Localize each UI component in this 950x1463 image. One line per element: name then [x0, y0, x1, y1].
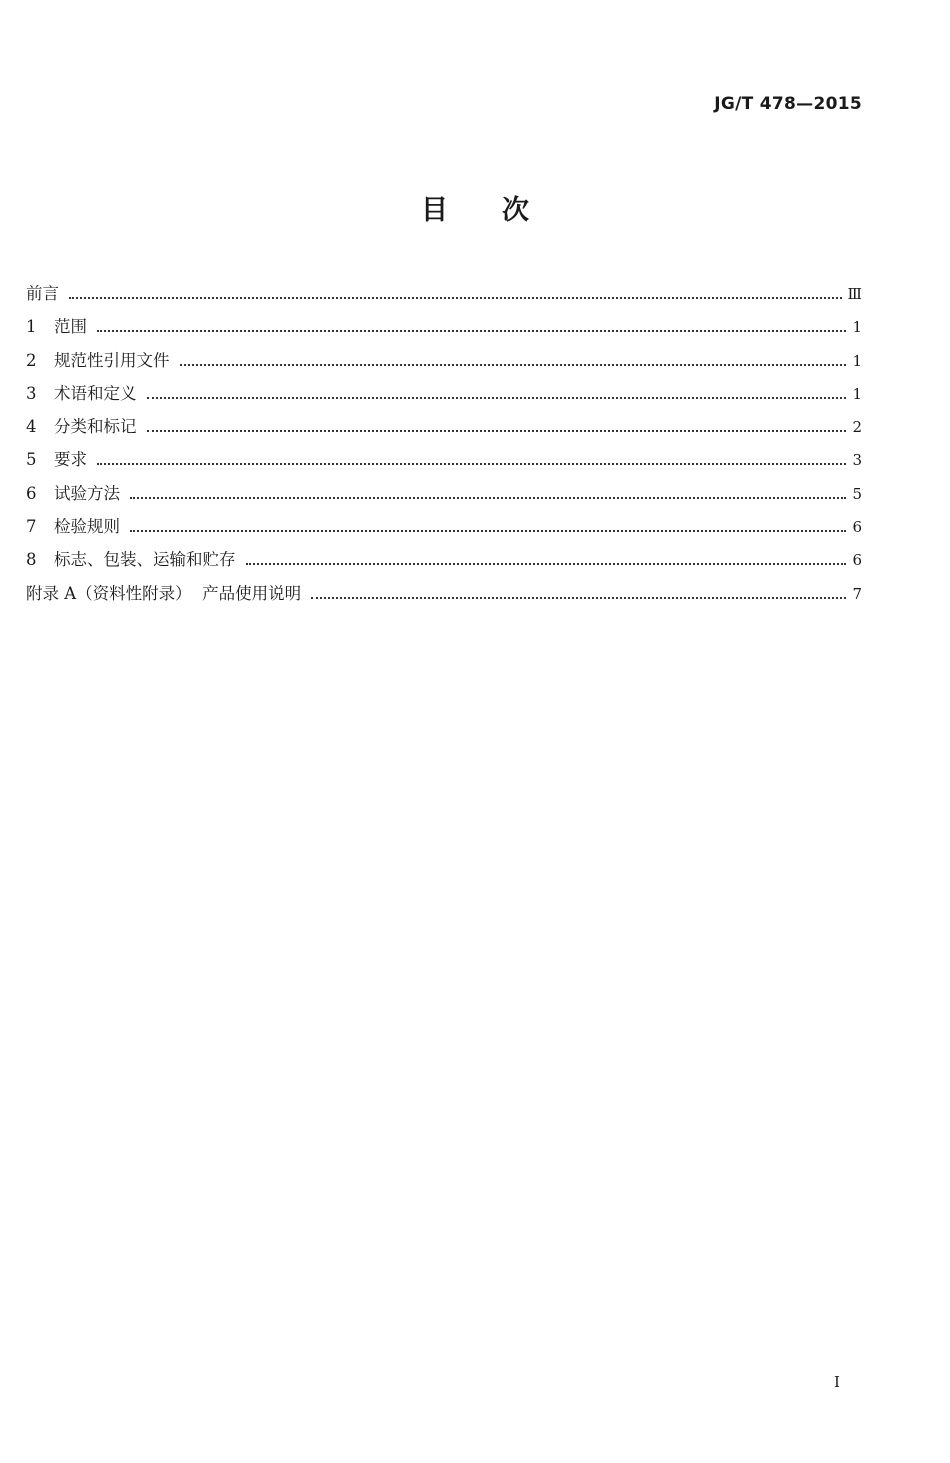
dot-leader [246, 562, 847, 565]
toc-entry-requirements[interactable] [26, 446, 862, 479]
dot-leader [147, 429, 847, 432]
toc-entry-marking-packaging[interactable] [26, 546, 862, 579]
toc-entry-page: 3 [852, 451, 862, 470]
toc-entry-number: 4 [26, 417, 37, 437]
toc-entry-page: 1 [852, 351, 862, 370]
toc-entry-label: 标志、包装、运输和贮存 [54, 550, 236, 570]
toc-entry-foreword[interactable] [26, 280, 862, 313]
dot-leader [130, 529, 846, 532]
dot-leader [69, 296, 842, 299]
toc-entry-test-methods[interactable] [26, 480, 862, 513]
toc-entry-page: 2 [852, 418, 862, 437]
page-number: I [834, 1373, 840, 1391]
toc-entry-label: 试验方法 [54, 483, 120, 503]
dot-leader [311, 596, 846, 599]
toc-entry-label: 检验规则 [54, 517, 120, 537]
toc-entry-page: 5 [852, 484, 862, 503]
toc-entry-page: 6 [852, 518, 862, 537]
dot-leader [97, 329, 846, 332]
toc-entry-label: 前言 [26, 284, 59, 303]
toc-entry-label: 规范性引用文件 [54, 350, 170, 370]
toc-entry-number: 5 [26, 450, 37, 470]
dot-leader [97, 462, 846, 465]
toc-entry-page: Ⅲ [847, 285, 862, 303]
toc-entry-inspection-rules[interactable] [26, 513, 862, 546]
toc-entry-page: 1 [852, 384, 862, 403]
title-char-2: 次 [502, 195, 529, 226]
toc-entry-classification[interactable] [26, 413, 862, 446]
title-char-1: 目 [421, 195, 448, 226]
toc-entry-page: 1 [852, 318, 862, 337]
toc-entry-label: 分类和标记 [54, 417, 137, 437]
table-of-contents [26, 280, 862, 613]
toc-entry-page: 6 [852, 551, 862, 570]
toc-entry-terms-definitions[interactable] [26, 380, 862, 413]
dot-leader [180, 363, 847, 366]
toc-entry-annex-a[interactable] [26, 580, 862, 613]
toc-entry-number: 3 [26, 383, 37, 403]
toc-entry-number: 6 [26, 483, 37, 503]
toc-entry-number: 8 [26, 550, 37, 570]
page-title [0, 188, 950, 227]
toc-entry-number: 1 [26, 317, 37, 337]
toc-entry-label: 附录 A（资料性附录） 产品使用说明 [26, 583, 302, 603]
toc-entry-number: 2 [26, 350, 37, 370]
dot-leader [130, 496, 846, 499]
toc-entry-scope[interactable] [26, 313, 862, 346]
standard-code: JG/T 478—2015 [714, 94, 862, 114]
dot-leader [147, 396, 847, 399]
toc-entry-number: 7 [26, 517, 37, 537]
toc-entry-normative-references[interactable] [26, 347, 862, 380]
toc-entry-label: 要求 [54, 450, 87, 470]
toc-entry-label: 术语和定义 [54, 383, 137, 403]
toc-entry-label: 范围 [54, 317, 87, 337]
toc-entry-page: 7 [852, 584, 862, 603]
